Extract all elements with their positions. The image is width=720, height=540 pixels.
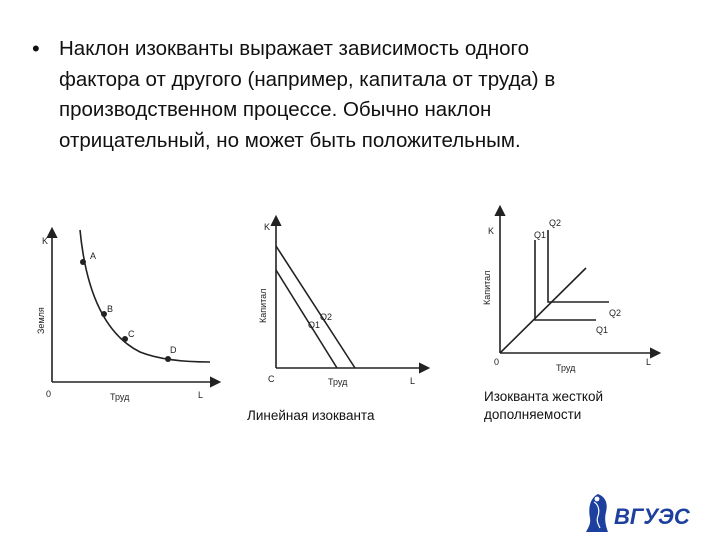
logo-text: ВГУЭС [614, 504, 690, 529]
q2-side-label: Q2 [609, 308, 622, 318]
isoquant-q1-corner [535, 240, 596, 320]
bullet-line-3: производственном процессе. Обычно наклон [59, 98, 492, 121]
isoquant-figure-1 [30, 222, 230, 407]
figure-3-caption [484, 388, 603, 424]
x-axis-label: Труд [328, 377, 348, 387]
isoquant-curve [80, 230, 210, 362]
isoquant-figure-2 [252, 208, 437, 393]
y-axis-letter: K [264, 222, 271, 232]
origin-label: C [268, 374, 275, 384]
point-c-label: C [128, 329, 135, 339]
y-axis-label: Капитал [258, 288, 268, 323]
figure-2-caption: Линейная изокванта [247, 408, 375, 423]
y-axis-letter: K [42, 236, 49, 246]
origin-label: 0 [494, 357, 500, 367]
isoquant-figure-3 [476, 200, 671, 385]
bullet-line-2: фактора от другого (например, капитала от труда) в [59, 67, 556, 91]
isoquant-q2-line [276, 246, 355, 368]
q1-top-label: Q1 [534, 230, 547, 240]
isoquant-q2-corner [548, 230, 609, 302]
x-axis-label: Труд [110, 392, 130, 402]
vgues-logo [582, 490, 704, 536]
y-axis-label: Земля [36, 307, 46, 334]
bullet-text [59, 34, 689, 156]
point-d [165, 356, 171, 362]
origin-label: 0 [46, 389, 52, 399]
q2-label: Q2 [320, 312, 333, 322]
expansion-ray [500, 268, 586, 353]
q2-top-label: Q2 [549, 218, 562, 228]
x-axis-letter: L [410, 376, 416, 386]
point-d-label: D [170, 345, 177, 355]
x-axis-letter: L [198, 390, 204, 400]
point-a [80, 259, 86, 265]
q1-label: Q1 [308, 320, 321, 330]
figure-3-caption-line-1: Изокванта жесткой [484, 389, 604, 404]
point-a-label: A [90, 251, 97, 261]
x-axis-letter: L [646, 357, 652, 367]
emblem-icon [586, 494, 608, 532]
y-axis-letter: K [488, 226, 495, 236]
bullet-line-1: Наклон изокванты выражает зависимость одного [59, 37, 529, 60]
bullet-dot: • [32, 36, 40, 61]
bullet-line-4: отрицательный, но может быть положительным. [59, 128, 521, 152]
figure-3-caption-line-2: дополняемости [484, 407, 582, 422]
q1-side-label: Q1 [596, 325, 609, 335]
x-axis-label: Труд [556, 363, 576, 373]
point-b-label: B [107, 304, 114, 314]
y-axis-label: Капитал [482, 270, 492, 305]
